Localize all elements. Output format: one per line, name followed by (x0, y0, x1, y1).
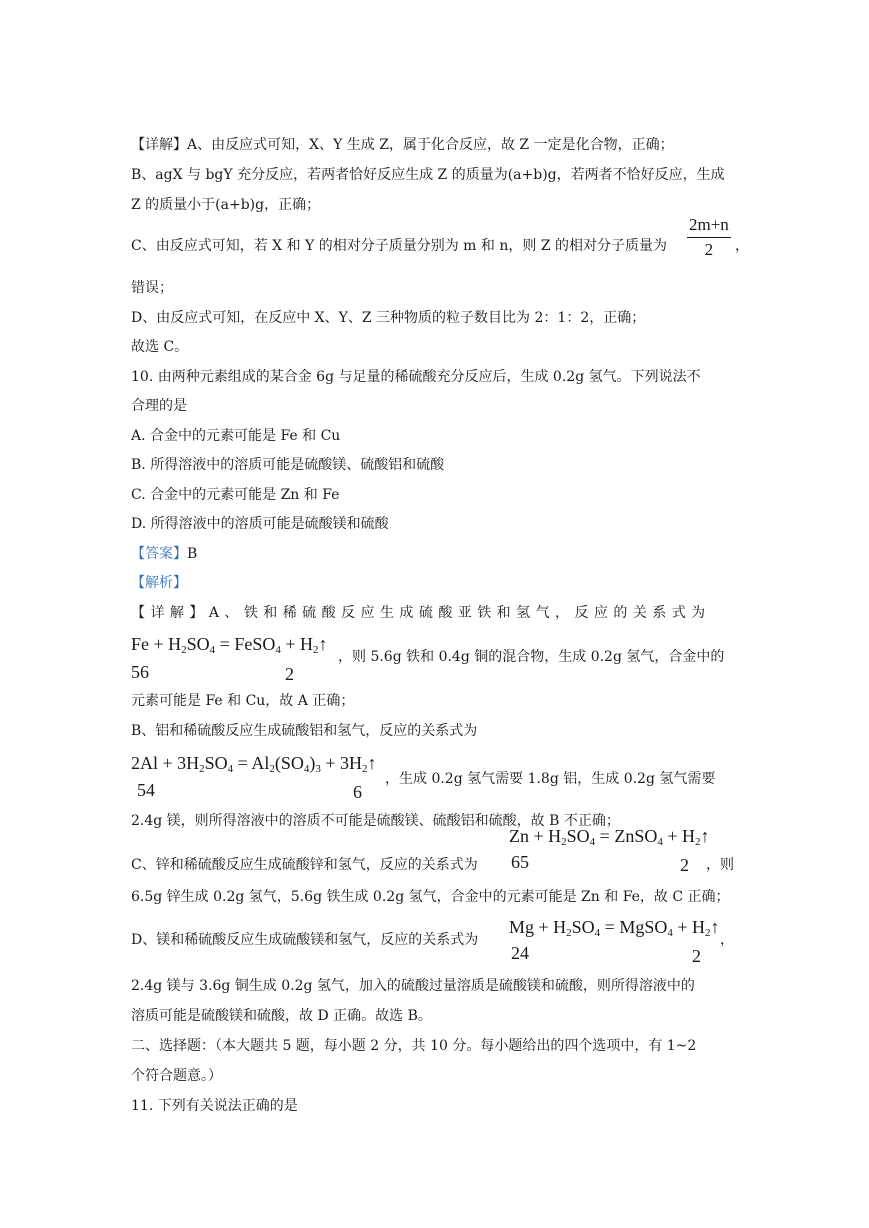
answer-tag: 【答案】 (131, 546, 187, 562)
question-10-stem: 10. 由两种元素组成的某合金 6g 与足量的稀硫酸充分反应后，生成 0.2g 氢气。下列说法不 (131, 369, 701, 385)
analysis-c-end: 6.5g 锌生成 0.2g 氢气，5.6g 铁生成 0.2g 氢气，合金中的元素可能是 Zn 和 Fe，故 C 正确； (131, 889, 730, 905)
detail-a-text: A、由反应式可知，X、Y 生成 Z，属于化合反应，故 Z 一定是化合物，正确； (187, 137, 674, 153)
line-detail-c-cont: 错误； (131, 280, 173, 296)
analysis-b-cont: ，生成 0.2g 氢气需要 1.8g 铝，生成 0.2g 氢气需要 (385, 771, 716, 787)
section-2-heading-cont: 个符合题意。） (131, 1068, 222, 1084)
line-detail-d: D、由反应式可知，在反应中 X、Y、Z 三种物质的粒子数目比为 2：1：2，正确； (131, 310, 646, 326)
equation-al-mass-al: 54 (137, 780, 155, 800)
line-choose: 故选 C。 (131, 339, 189, 355)
analysis-d-end: 溶质可能是硫酸镁和硫酸，故 D 正确。故选 B。 (131, 1008, 432, 1024)
analysis-d-line-end: ， (720, 932, 734, 948)
question-11-stem: 11. 下列有关说法正确的是 (131, 1098, 298, 1114)
fraction-denominator: 2 (704, 240, 714, 259)
fraction-mass (687, 215, 731, 260)
detail-tag: 【详解】 (131, 137, 187, 153)
option-d: D. 所得溶液中的溶质可能是硫酸镁和硫酸 (131, 516, 389, 532)
fraction-numerator: 2m+n (687, 215, 731, 238)
answer-value: B (187, 546, 198, 562)
analysis-d-line: D、镁和稀硫酸反应生成硫酸镁和氢气，反应的关系式为 (131, 932, 479, 948)
equation-al: $2Al + 3H_2SO_4 = Al_2(SO_4)_3$ + $3H_2↑$ (131, 753, 377, 775)
analysis-a-text: A 、 铁 和 稀 硫 酸 反 应 生 成 硫 酸 亚 铁 和 氢 气 ， 反 应 的 关 系 式 为 (208, 605, 706, 621)
answer-line (131, 545, 197, 563)
analysis-a-end: 元素可能是 Fe 和 Cu，故 A 正确； (131, 693, 355, 709)
analysis-c-line: C、锌和稀硫酸反应生成硫酸锌和氢气，反应的关系式为 (131, 857, 478, 873)
line-detail-b: B、agX 与 bgY 充分反应，若两者恰好反应生成 Z 的质量为(a+b)g，若两者不恰好反应，生成 (131, 167, 725, 183)
analysis-tag: 【解析】 (131, 575, 187, 591)
analysis-b-line: B、铝和稀硫酸反应生成硫酸铝和氢气，反应的关系式为 (131, 723, 478, 739)
line-detail-b-cont: Z 的质量小于(a+b)g，正确； (131, 197, 321, 213)
line-detail-c-end: ， (735, 238, 749, 254)
analysis-d-cont: 2.4g 镁与 3.6g 铜生成 0.2g 氢气，加入的硫酸过量溶质是硫酸镁和硫酸，则所得溶液中的 (131, 978, 695, 994)
question-10-stem-cont: 合理的是 (131, 398, 187, 414)
section-2-heading: 二、选择题：（本大题共 5 题，每小题 2 分，共 10 分。每小题给出的四个选项中，有 1~2 (131, 1038, 697, 1054)
equation-mg-mass-h2: 2 (692, 946, 701, 966)
analysis-a-cont: ，则 5.6g 铁和 0.4g 铜的混合物，生成 0.2g 氢气，合金中的 (338, 649, 725, 665)
equation-fe: $Fe + H_2SO_4$ = FeSO$_4$ + $H_2↑$ (131, 634, 328, 656)
analysis-detail-tag: 【 详 解 】 (131, 605, 204, 621)
equation-fe-mass-h2: 2 (285, 664, 294, 684)
option-c: C. 合金中的元素可能是 Zn 和 Fe (131, 487, 340, 503)
equation-zn-mass-zn: 65 (511, 852, 529, 872)
equation-zn-mass-h2: 2 (680, 855, 689, 875)
analysis-c-line-end: ，则 (706, 857, 734, 873)
analysis-b-end: 2.4g 镁，则所得溶液中的溶质不可能是硫酸镁、硫酸铝和硫酸，故 B 不正确； (131, 813, 620, 829)
equation-al-mass-h2: 6 (353, 782, 362, 802)
equation-zn: $Zn + H_2SO_4$ = ZnSO$_4$ + $H_2↑$ (509, 826, 710, 848)
option-a: A. 合金中的元素可能是 Fe 和 Cu (131, 428, 341, 444)
option-b: B. 所得溶液中的溶质可能是硫酸镁、硫酸铝和硫酸 (131, 457, 445, 473)
line-detail-a (131, 136, 674, 154)
equation-fe-mass-fe: 56 (131, 662, 149, 682)
analysis-a-line (131, 604, 706, 622)
equation-mg-mass-mg: 24 (511, 943, 529, 963)
equation-mg: $Mg + H_2SO_4$ = MgSO$_4$ + $H_2↑$ (509, 917, 720, 939)
line-detail-c: C、由反应式可知，若 X 和 Y 的相对分子质量分别为 m 和 n，则 Z 的相对分子质量为 (131, 238, 667, 254)
